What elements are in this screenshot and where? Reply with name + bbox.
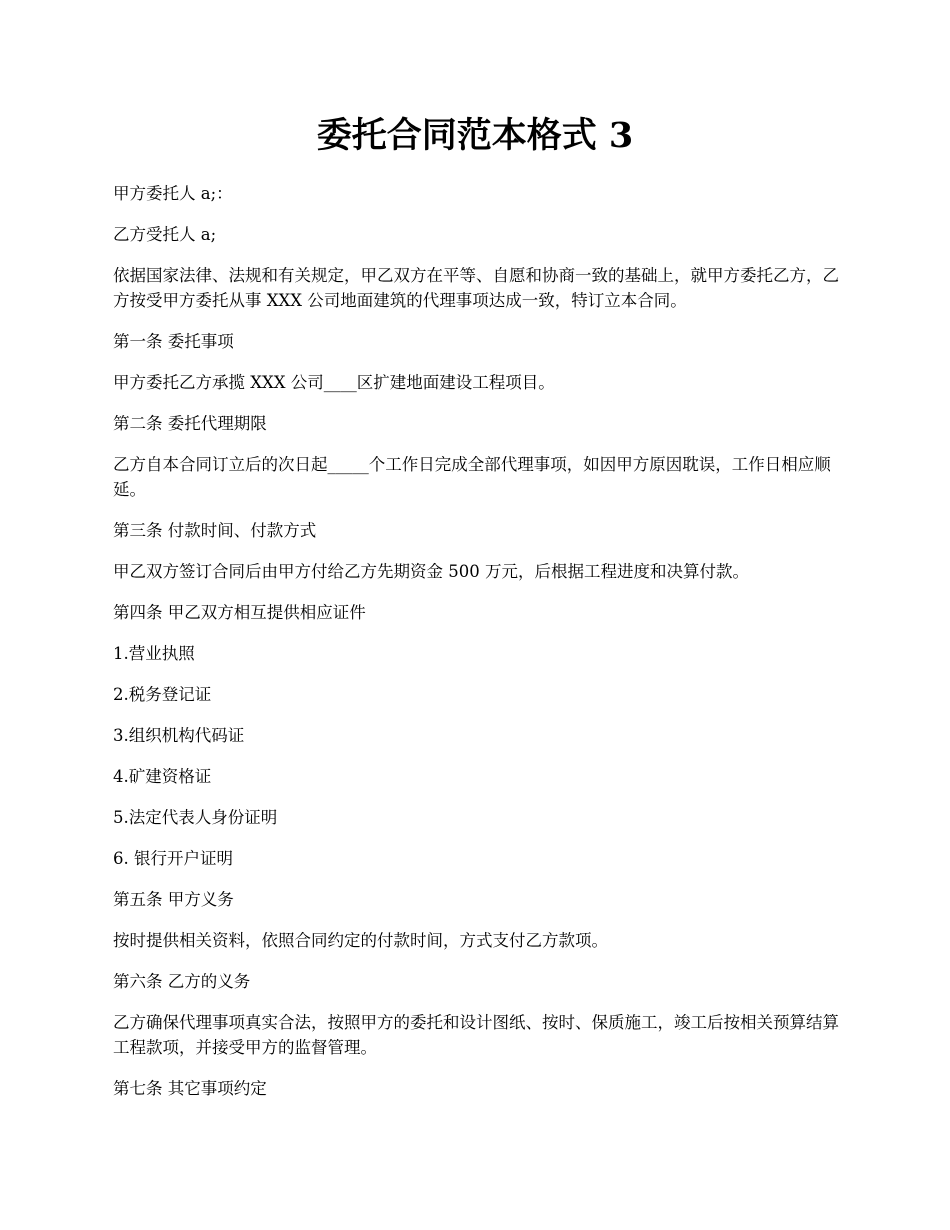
- document-body: [113, 181, 841, 1117]
- preamble-paragraph: 依据国家法律、法规和有关规定，甲乙双方在平等、自愿和协商一致的基础上，就甲方委托乙方，乙方按受甲方委托从事 XXX 公司地面建筑的代理事项达成一致，特订立本合同。: [113, 266, 839, 310]
- list-item: 6. 银行开户证明: [113, 849, 233, 868]
- article-4-heading: 第四条 甲乙双方相互提供相应证件: [113, 603, 366, 622]
- party-a-line: 甲方委托人 a;：: [113, 184, 233, 203]
- article-3-text: 甲乙双方签订合同后由甲方付给乙方先期资金 500 万元，后根据工程进度和决算付款。: [113, 562, 749, 581]
- list-item: 3.组织机构代码证: [113, 726, 245, 745]
- article-3-heading: 第三条 付款时间、付款方式: [113, 521, 317, 540]
- article-1-text: 甲方委托乙方承揽 XXX 公司____区扩建地面建设工程项目。: [113, 373, 555, 392]
- list-item: 2.税务登记证: [113, 685, 212, 704]
- list-item: 1.营业执照: [113, 644, 195, 663]
- list-item: 5.法定代表人身份证明: [113, 808, 278, 827]
- article-6-text: 乙方确保代理事项真实合法，按照甲方的委托和设计图纸、按时、保质施工，竣工后按相关预算结算工程款项，并接受甲方的监督管理。: [113, 1013, 839, 1057]
- article-6-heading: 第六条 乙方的义务: [113, 972, 251, 991]
- list-item: 4.矿建资格证: [113, 767, 212, 786]
- article-2-heading: 第二条 委托代理期限: [113, 414, 267, 433]
- party-b-line: 乙方受托人 a;: [113, 225, 217, 244]
- article-2-text: 乙方自本合同订立后的次日起_____个工作日完成全部代理事项，如因甲方原因耽误，工作日相应顺延。: [113, 455, 831, 499]
- article-5-text: 按时提供相关资料，依照合同约定的付款时间，方式支付乙方款项。: [113, 931, 608, 950]
- article-1-heading: 第一条 委托事项: [113, 332, 234, 351]
- document-title: 委托合同范本格式 3: [316, 115, 634, 156]
- article-7-heading: 第七条 其它事项约定: [113, 1079, 267, 1098]
- article-5-heading: 第五条 甲方义务: [113, 890, 234, 909]
